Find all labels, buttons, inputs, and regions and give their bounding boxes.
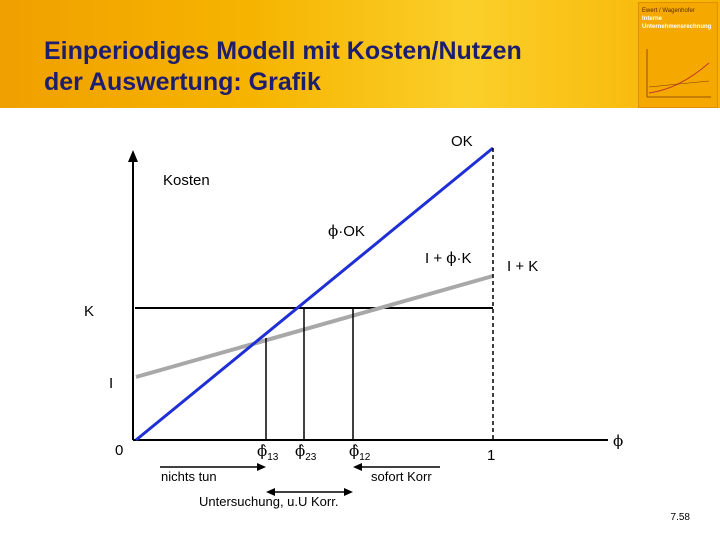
label-zero: 0: [115, 442, 124, 459]
label-phi12: [349, 442, 370, 467]
phi-ok-line: [136, 148, 493, 440]
label-k: K: [84, 303, 95, 320]
label-phi-ok-text: ·OK: [338, 223, 365, 240]
label-i-plus-phi-k-pre: I +: [425, 250, 443, 267]
label-nichts-tun: nichts tun: [161, 469, 217, 484]
y-axis-arrow: [128, 150, 138, 162]
label-i-plus-phi-k-post: ·K: [456, 250, 472, 267]
label-phi23: [295, 442, 316, 467]
label-sofort-korr: sofort Korr: [371, 469, 432, 484]
phi12-subscript: 12: [359, 452, 371, 463]
label-i-plus-k: I + K: [507, 258, 539, 275]
phi-hat-symbol: ϕ̂: [349, 442, 360, 460]
label-phi-ok: [328, 222, 365, 241]
book-title-1: Interne: [642, 16, 663, 22]
phi-hat-symbol: ϕ̂: [295, 442, 306, 460]
phi-hat-symbol: ϕ̂: [257, 442, 268, 460]
label-ok: OK: [451, 133, 473, 150]
phi-symbol: ϕ: [446, 249, 457, 267]
book-title-2: Unternehmensrechnung: [642, 24, 712, 30]
i-plus-phi-k-line: [136, 276, 493, 377]
arrow-untersuchung-right-head: [344, 488, 353, 496]
title-line-2: der Auswertung: Grafik: [44, 68, 321, 96]
title-line-1: Einperiodiges Modell mit Kosten/Nutzen: [44, 37, 522, 65]
label-untersuchung: Untersuchung, u.U Korr.: [199, 494, 339, 509]
label-i-plus-phi-k: [425, 249, 472, 268]
label-one: 1: [487, 447, 496, 464]
label-phi-axis: ϕ: [613, 432, 624, 450]
phi-symbol: ϕ: [328, 222, 339, 240]
phi23-subscript: 23: [305, 452, 317, 463]
page-number: 7.58: [670, 512, 690, 523]
label-phi13: [257, 442, 278, 467]
book-authors: Ewert / Wagenhofer: [642, 8, 695, 14]
phi13-subscript: 13: [267, 452, 279, 463]
label-kosten: Kosten: [163, 172, 210, 189]
label-i: I: [109, 375, 114, 392]
